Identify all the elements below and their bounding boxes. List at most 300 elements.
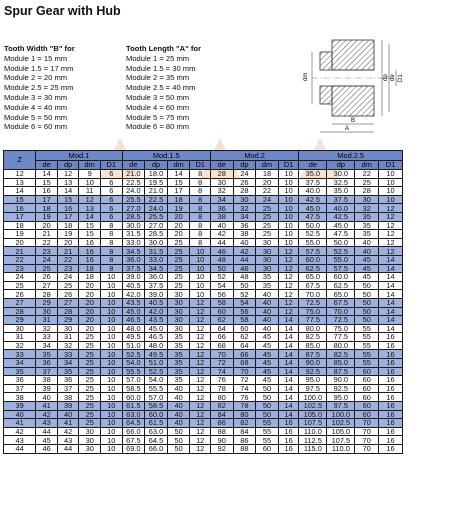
value-cell: 55 xyxy=(355,341,379,350)
table-row xyxy=(4,350,403,359)
value-cell: 46 xyxy=(36,445,58,454)
value-cell: 50 xyxy=(256,410,279,419)
value-cell: 10 xyxy=(100,410,122,419)
value-cell: 75.0 xyxy=(299,307,327,316)
value-cell: 16 xyxy=(379,427,403,436)
value-cell: 56 xyxy=(233,307,256,316)
value-cell: 50 xyxy=(355,316,379,325)
value-cell: 16 xyxy=(379,359,403,368)
z-cell: 26 xyxy=(4,290,36,299)
value-cell: 82.5 xyxy=(299,333,327,342)
value-cell: 41 xyxy=(36,402,58,411)
value-cell: 86 xyxy=(210,419,233,428)
value-cell: 10 xyxy=(100,298,122,307)
value-cell: 60 xyxy=(355,384,379,393)
value-cell: 35 xyxy=(167,367,190,376)
value-cell: 69.0 xyxy=(122,445,145,454)
value-cell: 42.5 xyxy=(327,212,355,221)
value-cell: 21 xyxy=(36,230,58,239)
table-body xyxy=(4,170,403,454)
value-cell: 8 xyxy=(190,195,211,204)
value-cell: 33.0 xyxy=(145,255,168,264)
value-cell: 10 xyxy=(100,281,122,290)
value-cell: 55 xyxy=(355,333,379,342)
table-row xyxy=(4,273,403,282)
value-cell: 23 xyxy=(57,264,79,273)
value-cell: 70 xyxy=(233,367,256,376)
value-cell: 14 xyxy=(79,212,101,221)
value-cell: 48.0 xyxy=(122,324,145,333)
value-cell: 74 xyxy=(210,367,233,376)
value-cell: 12 xyxy=(190,324,211,333)
value-cell: 40 xyxy=(167,410,190,419)
value-cell: 30 xyxy=(355,195,379,204)
value-cell: 25 xyxy=(79,384,101,393)
value-cell: 40 xyxy=(57,410,79,419)
value-cell: 115.0 xyxy=(299,445,327,454)
value-cell: 60.0 xyxy=(299,255,327,264)
table-row xyxy=(4,316,403,325)
z-cell: 27 xyxy=(4,298,36,307)
value-cell: 8 xyxy=(190,170,211,179)
value-cell: 10 xyxy=(278,230,299,239)
value-cell: 48 xyxy=(233,273,256,282)
value-cell: 12 xyxy=(379,204,403,213)
tooth-width-item: Module 2.5 = 25 mm xyxy=(4,83,74,93)
value-cell: 25.5 xyxy=(122,195,145,204)
value-cell: 35 xyxy=(256,281,279,290)
tooth-width-item: Module 6 = 60 mm xyxy=(4,122,68,132)
value-cell: 14 xyxy=(278,333,299,342)
value-cell: 40 xyxy=(210,221,233,230)
value-cell: 10 xyxy=(190,264,211,273)
value-cell: 55.5 xyxy=(122,367,145,376)
value-cell: 12 xyxy=(190,445,211,454)
table-row xyxy=(4,255,403,264)
value-cell: 12 xyxy=(278,264,299,273)
value-cell: 63.0 xyxy=(145,427,168,436)
value-cell: 55 xyxy=(355,359,379,368)
value-cell: 60 xyxy=(256,445,279,454)
value-cell: 12 xyxy=(190,384,211,393)
value-cell: 45.0 xyxy=(327,221,355,230)
value-cell: 61.5 xyxy=(145,419,168,428)
value-cell: 80.0 xyxy=(299,324,327,333)
table-row xyxy=(4,410,403,419)
value-cell: 12 xyxy=(278,281,299,290)
value-cell: 36 xyxy=(36,359,58,368)
subheader: dp xyxy=(57,161,79,170)
tooth-width-item: Module 3 = 30 mm xyxy=(4,92,68,102)
value-cell: 25 xyxy=(79,402,101,411)
value-cell: 35 xyxy=(355,212,379,221)
value-cell: 16 xyxy=(278,436,299,445)
value-cell: 43.5 xyxy=(122,298,145,307)
value-cell: 62.5 xyxy=(299,264,327,273)
value-cell: 30 xyxy=(256,255,279,264)
value-cell: 10 xyxy=(100,376,122,385)
value-cell: 16 xyxy=(278,445,299,454)
z-cell: 38 xyxy=(4,393,36,402)
table-row xyxy=(4,333,403,342)
value-cell: 45 xyxy=(256,359,279,368)
z-cell: 20 xyxy=(4,238,36,247)
value-cell: 85.0 xyxy=(327,359,355,368)
value-cell: 10 xyxy=(100,402,122,411)
value-cell: 25 xyxy=(355,178,379,187)
value-cell: 97.5 xyxy=(299,384,327,393)
value-cell: 32 xyxy=(36,324,58,333)
value-cell: 40 xyxy=(355,247,379,256)
value-cell: 60 xyxy=(355,402,379,411)
value-cell: 60.0 xyxy=(145,410,168,419)
table-row xyxy=(4,170,403,179)
value-cell: 34 xyxy=(210,195,233,204)
value-cell: 10 xyxy=(278,238,299,247)
value-cell: 25 xyxy=(79,367,101,376)
value-cell: 10 xyxy=(379,178,403,187)
value-cell: 43 xyxy=(57,436,79,445)
value-cell: 31.5 xyxy=(145,247,168,256)
value-cell: 40 xyxy=(167,419,190,428)
value-cell: 55 xyxy=(355,324,379,333)
value-cell: 14 xyxy=(379,290,403,299)
value-cell: 110.0 xyxy=(327,445,355,454)
value-cell: 31 xyxy=(36,316,58,325)
value-cell: 14 xyxy=(57,187,79,196)
value-cell: 12 xyxy=(278,255,299,264)
value-cell: 50 xyxy=(355,290,379,299)
value-cell: 25 xyxy=(256,221,279,230)
value-cell: 15 xyxy=(79,221,101,230)
value-cell: 36.0 xyxy=(145,273,168,282)
value-cell: 45 xyxy=(36,436,58,445)
value-cell: 24 xyxy=(36,255,58,264)
value-cell: 52 xyxy=(210,273,233,282)
value-cell: 20 xyxy=(167,230,190,239)
value-cell: 105.0 xyxy=(327,427,355,436)
label-b: B xyxy=(351,118,356,124)
value-cell: 11 xyxy=(79,187,101,196)
value-cell: 6 xyxy=(100,178,122,187)
value-cell: 80.0 xyxy=(327,341,355,350)
value-cell: 33 xyxy=(36,333,58,342)
value-cell: 10 xyxy=(79,178,101,187)
value-cell: 60 xyxy=(355,376,379,385)
value-cell: 72 xyxy=(233,376,256,385)
value-cell: 10 xyxy=(100,307,122,316)
value-cell: 14 xyxy=(379,316,403,325)
value-cell: 49.5 xyxy=(122,333,145,342)
value-cell: 45 xyxy=(355,255,379,264)
value-cell: 55 xyxy=(256,419,279,428)
table-row xyxy=(4,419,403,428)
value-cell: 30 xyxy=(233,195,256,204)
value-cell: 28.5 xyxy=(122,212,145,221)
value-cell: 10 xyxy=(100,393,122,402)
subheader: dm xyxy=(167,161,190,170)
value-cell: 42 xyxy=(36,410,58,419)
value-cell: 14 xyxy=(379,255,403,264)
value-cell: 55 xyxy=(256,427,279,436)
value-cell: 46.5 xyxy=(145,333,168,342)
value-cell: 22 xyxy=(355,170,379,179)
value-cell: 16 xyxy=(379,350,403,359)
value-cell: 44 xyxy=(210,238,233,247)
value-cell: 28.5 xyxy=(145,230,168,239)
value-cell: 61.5 xyxy=(122,402,145,411)
value-cell: 90.0 xyxy=(327,376,355,385)
tooth-width-heading: Tooth Width "B" for xyxy=(4,44,75,53)
value-cell: 10 xyxy=(100,445,122,454)
value-cell: 36 xyxy=(57,376,79,385)
value-cell: 14 xyxy=(278,324,299,333)
subheader: de xyxy=(299,161,327,170)
value-cell: 25 xyxy=(79,419,101,428)
value-cell: 78 xyxy=(210,384,233,393)
value-cell: 60 xyxy=(355,367,379,376)
value-cell: 45.0 xyxy=(122,307,145,316)
value-cell: 16 xyxy=(379,333,403,342)
value-cell: 102.5 xyxy=(299,402,327,411)
value-cell: 40 xyxy=(256,298,279,307)
value-cell: 33.0 xyxy=(122,238,145,247)
value-cell: 25 xyxy=(256,204,279,213)
z-cell: 43 xyxy=(4,436,36,445)
value-cell: 50 xyxy=(256,384,279,393)
table-row xyxy=(4,324,403,333)
value-cell: 37.5 xyxy=(327,195,355,204)
value-cell: 30 xyxy=(167,290,190,299)
value-cell: 25 xyxy=(167,238,190,247)
gear-cross-section-diagram xyxy=(292,26,412,136)
table-row xyxy=(4,436,403,445)
value-cell: 57.0 xyxy=(122,376,145,385)
value-cell: 12 xyxy=(190,427,211,436)
value-cell: 25 xyxy=(167,273,190,282)
value-cell: 23 xyxy=(36,247,58,256)
value-cell: 35 xyxy=(256,273,279,282)
tooth-width-list xyxy=(4,44,75,132)
tooth-length-item: Module 2 = 35 mm xyxy=(126,73,190,83)
value-cell: 10 xyxy=(278,212,299,221)
value-cell: 54 xyxy=(233,298,256,307)
value-cell: 10 xyxy=(100,384,122,393)
value-cell: 43.5 xyxy=(145,316,168,325)
value-cell: 50 xyxy=(256,393,279,402)
value-cell: 35 xyxy=(355,230,379,239)
z-cell: 23 xyxy=(4,264,36,273)
value-cell: 17 xyxy=(167,187,190,196)
value-cell: 12 xyxy=(190,376,211,385)
z-cell: 25 xyxy=(4,281,36,290)
value-cell: 8 xyxy=(100,221,122,230)
value-cell: 55.5 xyxy=(145,384,168,393)
subheader: dp xyxy=(327,161,355,170)
page-title: Spur Gear with Hub xyxy=(4,4,121,18)
value-cell: 34 xyxy=(233,212,256,221)
z-cell: 13 xyxy=(4,178,36,187)
value-cell: 67.5 xyxy=(327,298,355,307)
value-cell: 14 xyxy=(278,402,299,411)
value-cell: 38 xyxy=(57,393,79,402)
value-cell: 8 xyxy=(190,230,211,239)
tooth-length-heading: Tooth Length "A" for xyxy=(126,44,201,53)
value-cell: 32.5 xyxy=(327,178,355,187)
value-cell: 18 xyxy=(36,204,58,213)
value-cell: 54.0 xyxy=(145,376,168,385)
value-cell: 45.0 xyxy=(145,324,168,333)
tooth-length-item: Module 6 = 80 mm xyxy=(126,122,190,132)
value-cell: 32 xyxy=(210,187,233,196)
value-cell: 45 xyxy=(256,333,279,342)
value-cell: 30 xyxy=(57,324,79,333)
value-cell: 105.0 xyxy=(299,410,327,419)
value-cell: 97.5 xyxy=(327,402,355,411)
z-cell: 14 xyxy=(4,187,36,196)
z-cell: 42 xyxy=(4,427,36,436)
table-row xyxy=(4,290,403,299)
value-cell: 18 xyxy=(79,273,101,282)
tooth-length-item: Module 1.5 = 30 mm xyxy=(126,63,196,73)
value-cell: 15 xyxy=(36,178,58,187)
value-cell: 66 xyxy=(233,350,256,359)
value-cell: 27 xyxy=(57,298,79,307)
value-cell: 16 xyxy=(79,238,101,247)
value-cell: 44 xyxy=(36,427,58,436)
value-cell: 35 xyxy=(57,367,79,376)
value-cell: 8 xyxy=(100,230,122,239)
value-cell: 76 xyxy=(210,376,233,385)
value-cell: 45 xyxy=(355,273,379,282)
value-cell: 65.0 xyxy=(299,273,327,282)
value-cell: 87.5 xyxy=(327,367,355,376)
value-cell: 19 xyxy=(36,212,58,221)
table-row xyxy=(4,204,403,213)
value-cell: 30.0 xyxy=(327,170,355,179)
value-cell: 37.5 xyxy=(122,264,145,273)
table-row xyxy=(4,264,403,273)
value-cell: 16 xyxy=(278,419,299,428)
tooth-length-item: Module 2.5 = 40 mm xyxy=(126,83,196,93)
value-cell: 10 xyxy=(190,255,211,264)
value-cell: 31.5 xyxy=(122,230,145,239)
value-cell: 52.5 xyxy=(327,247,355,256)
subheader: de xyxy=(122,161,145,170)
value-cell: 14 xyxy=(278,341,299,350)
tooth-length-item: Module 5 = 75 mm xyxy=(126,112,190,122)
subheader: D1 xyxy=(379,161,403,170)
table-row xyxy=(4,238,403,247)
label-a: A xyxy=(345,126,350,132)
value-cell: 12 xyxy=(190,359,211,368)
value-cell: 45 xyxy=(256,350,279,359)
value-cell: 64 xyxy=(210,324,233,333)
value-cell: 30 xyxy=(256,238,279,247)
value-cell: 16 xyxy=(379,393,403,402)
value-cell: 90.0 xyxy=(299,359,327,368)
z-cell: 19 xyxy=(4,230,36,239)
value-cell: 20 xyxy=(79,307,101,316)
value-cell: 84 xyxy=(210,410,233,419)
value-cell: 12 xyxy=(278,273,299,282)
value-cell: 50 xyxy=(355,298,379,307)
value-cell: 42.0 xyxy=(145,307,168,316)
value-cell: 10 xyxy=(190,273,211,282)
value-cell: 12 xyxy=(190,419,211,428)
value-cell: 10 xyxy=(100,290,122,299)
subheader: de xyxy=(36,161,58,170)
value-cell: 42.5 xyxy=(299,195,327,204)
value-cell: 10 xyxy=(278,187,299,196)
table-row xyxy=(4,402,403,411)
value-cell: 60.0 xyxy=(122,393,145,402)
value-cell: 55.0 xyxy=(299,238,327,247)
subheader: D1 xyxy=(278,161,299,170)
value-cell: 37 xyxy=(57,384,79,393)
value-cell: 13 xyxy=(57,178,79,187)
value-cell: 70 xyxy=(210,350,233,359)
value-cell: 45.0 xyxy=(299,204,327,213)
value-cell: 12 xyxy=(57,170,79,179)
value-cell: 19.5 xyxy=(145,178,168,187)
table-row xyxy=(4,445,403,454)
value-cell: 25 xyxy=(57,281,79,290)
value-cell: 66.0 xyxy=(145,445,168,454)
value-cell: 14 xyxy=(379,307,403,316)
z-cell: 12 xyxy=(4,170,36,179)
value-cell: 62 xyxy=(233,333,256,342)
subheader: dm xyxy=(256,161,279,170)
table-row xyxy=(4,427,403,436)
value-cell: 6 xyxy=(100,187,122,196)
value-cell: 16 xyxy=(379,376,403,385)
value-cell: 46.5 xyxy=(122,316,145,325)
value-cell: 25 xyxy=(167,255,190,264)
value-cell: 14 xyxy=(379,273,403,282)
value-cell: 52.5 xyxy=(145,367,168,376)
value-cell: 10 xyxy=(278,178,299,187)
value-cell: 27.0 xyxy=(122,204,145,213)
value-cell: 35 xyxy=(167,341,190,350)
value-cell: 12 xyxy=(190,333,211,342)
z-cell: 44 xyxy=(4,445,36,454)
z-cell: 40 xyxy=(4,410,36,419)
z-cell: 32 xyxy=(4,341,36,350)
value-cell: 39.0 xyxy=(145,290,168,299)
value-cell: 41 xyxy=(57,419,79,428)
value-cell: 35 xyxy=(167,376,190,385)
value-cell: 22.5 xyxy=(145,195,168,204)
value-cell: 10 xyxy=(100,273,122,282)
value-cell: 58 xyxy=(210,298,233,307)
value-cell: 92.5 xyxy=(299,367,327,376)
value-cell: 58 xyxy=(233,316,256,325)
value-cell: 12 xyxy=(379,221,403,230)
value-cell: 29 xyxy=(36,298,58,307)
value-cell: 50 xyxy=(233,281,256,290)
value-cell: 48 xyxy=(210,255,233,264)
value-cell: 14 xyxy=(379,298,403,307)
z-cell: 24 xyxy=(4,273,36,282)
value-cell: 20 xyxy=(79,316,101,325)
value-cell: 35.0 xyxy=(299,170,327,179)
value-cell: 80 xyxy=(233,410,256,419)
value-cell: 54 xyxy=(210,281,233,290)
value-cell: 84 xyxy=(233,427,256,436)
value-cell: 40 xyxy=(355,238,379,247)
value-cell: 10 xyxy=(100,316,122,325)
